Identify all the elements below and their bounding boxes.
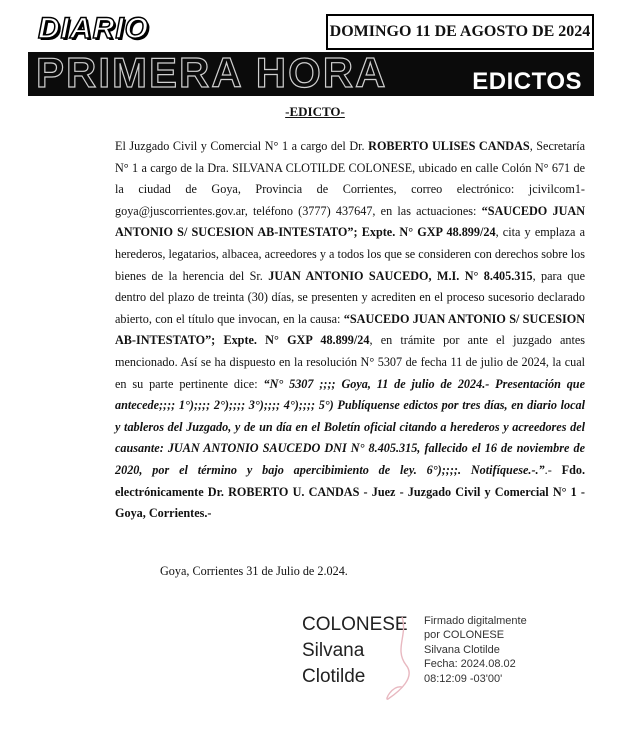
masthead-title: PRIMERA HORA — [36, 49, 388, 96]
signature-info-line-1: Firmado digitalmente — [424, 615, 527, 627]
signed-by: Fdo. electrónicamente Dr. ROBERTO U. CANDAS - Juez - Juzgado Civil y Comercial N° 1 - Goya, Corrientes.- — [115, 462, 585, 521]
masthead-diario: DIARIO — [38, 12, 149, 45]
signature-info-line-2: por COLONESE — [424, 629, 505, 642]
signature-name-line-1: COLONESE — [302, 614, 408, 635]
edicto-body — [115, 136, 585, 525]
edicto-heading: -EDICTO- — [285, 104, 345, 119]
body-text-3: , cita y emplaza a herederos, legatarios, albacea, acreedores y a todos los que se consideren con derechos sobre los bienes de la herencia del Sr. — [115, 225, 585, 283]
case-title-2: “SAUCEDO JUAN ANTONIO S/ SUCESION AB-INTESTATO”; Expte. N° GXP 48.899/24 — [115, 311, 585, 348]
signature-info-line-4: Fecha: 2024.08.02 — [424, 658, 516, 671]
case-title-1: “SAUCEDO JUAN ANTONIO S/ SUCESION AB-INTESTATO”; Expte. N° GXP 48.899/24 — [115, 203, 585, 240]
body-text-1: El Juzgado Civil y Comercial N° 1 a cargo del Dr. — [115, 139, 369, 153]
deceased-name: JUAN ANTONIO SAUCEDO, M.I. N° 8.405.315 — [268, 268, 533, 283]
signature-info — [424, 614, 527, 686]
signature-stroke-icon — [372, 615, 422, 705]
signature-info-line-5: 08:12:09 -03'00' — [424, 672, 503, 685]
judge-name: ROBERTO ULISES CANDAS — [368, 139, 530, 153]
section-label: EDICTOS — [472, 68, 582, 95]
body-text-6: .- — [544, 462, 562, 477]
signature-name-line-2: Silvana — [302, 640, 365, 661]
masthead-date: DOMINGO 11 DE AGOSTO DE 2024 — [326, 14, 594, 50]
body-text-2: , Secretaría N° 1 a cargo de la Dra. SILVANA CLOTILDE COLONESE, ubicado en calle Colón N° 671 de la ciudad de Goya, Provincia de Corrientes, correo electrónico: jcivilcom1-goya@juscorrientes.gov.ar, teléfono (3777) 437647, en las actuaciones: — [115, 139, 585, 218]
resolution-quote: “N° 5307 ;;;; Goya, 11 de julio de 2024.- Presentación que antecede;;;; 1°);;;; 2°);;;; 3°);;;; 4°);;;; 5°) Publíquense edictos por tres días, en diario local y tableros del Juzgado, y de un día en el Boletín oficial citando a herederos y acreedores del causante: JUAN ANTONIO SAUCEDO DNI N° 8.405.315, fallecido el 16 de noviembre de 2020, por el término y bajo apercibimiento de ley. 6°);;;;. Notifíquese.-.” — [115, 376, 585, 477]
body-text-4: , para que dentro del plazo de treinta (30) días, se presenten y acrediten en el proceso sucesorio declarado abierto, con el título que invocan, en la causa: — [115, 268, 585, 326]
signature-info-line-3: Silvana Clotilde — [424, 643, 500, 656]
body-text-5: , en trámite por ante el juzgado antes mencionado. Así se ha dispuesto en la resolución N° 5307 de fecha 11 de julio de 2024, la cual en su parte pertinente dice: — [115, 333, 585, 391]
signature-name-line-3: Clotilde — [302, 666, 366, 687]
place-date: Goya, Corrientes 31 de Julio de 2.024. — [160, 564, 348, 578]
newspaper-masthead — [28, 10, 594, 96]
